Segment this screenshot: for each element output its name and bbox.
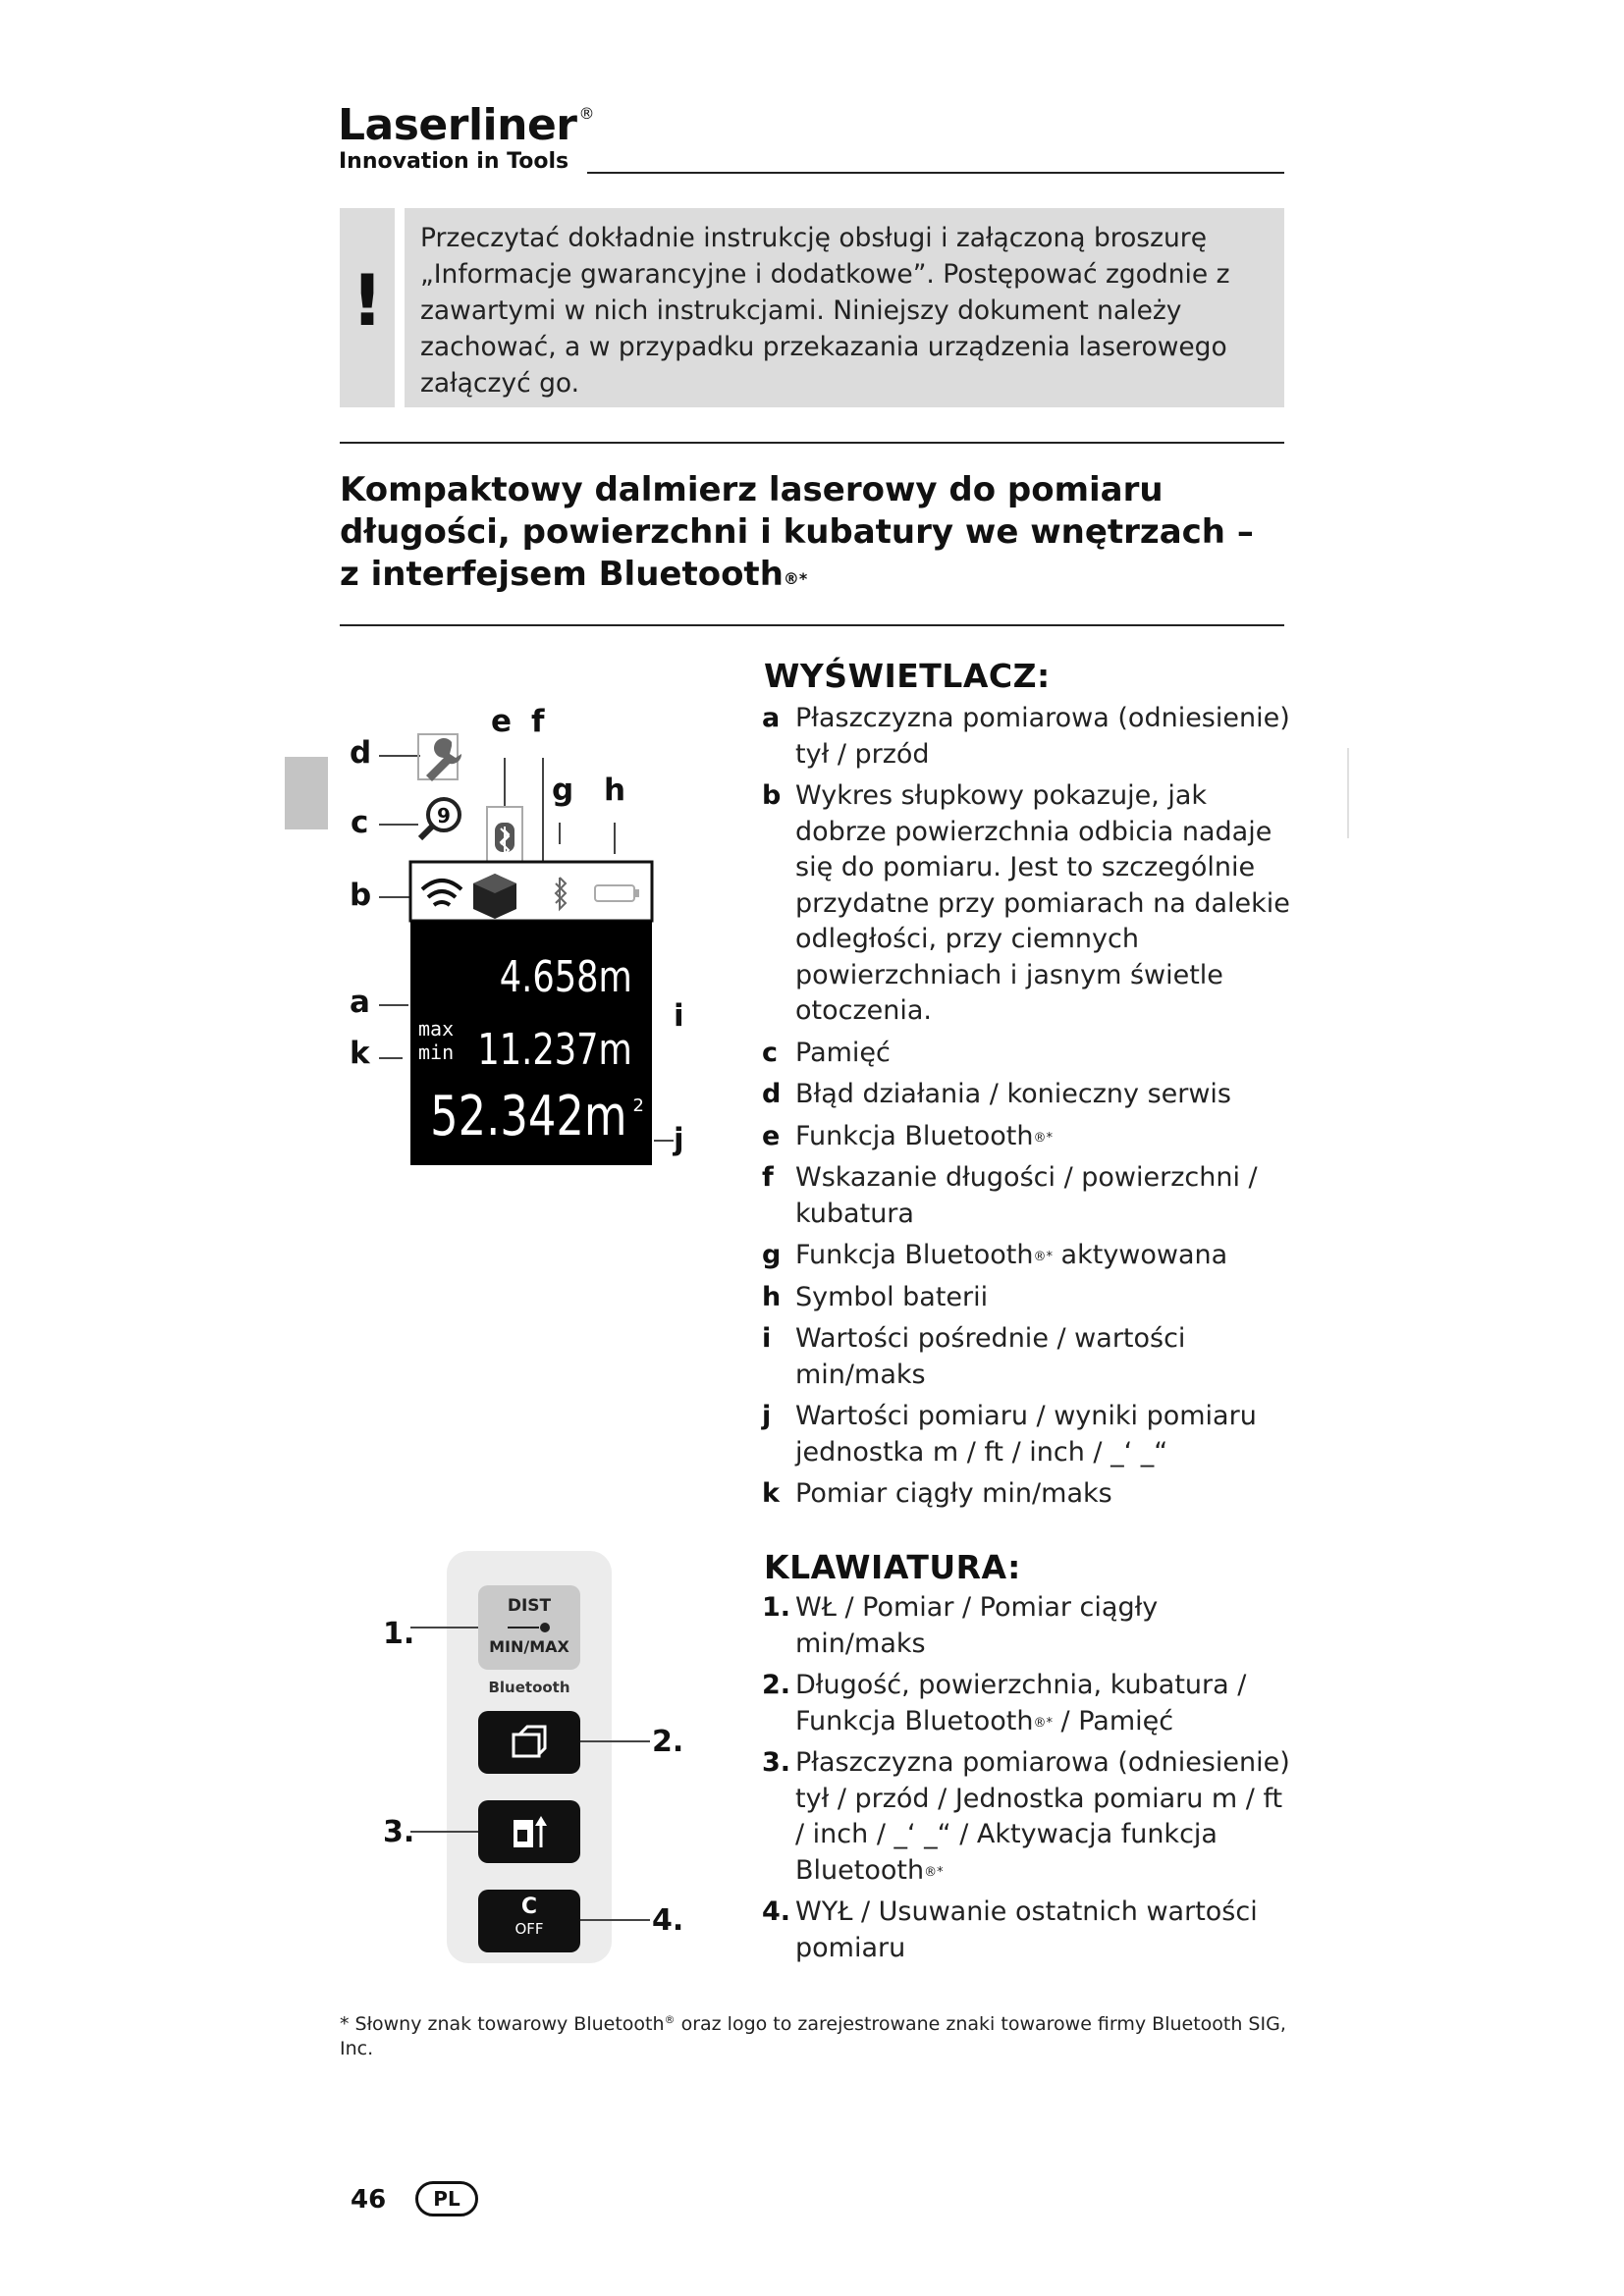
trademark-mark: ®* <box>924 1864 944 1880</box>
item-key: g <box>762 1240 782 1270</box>
memory-magnifier-icon <box>420 799 460 838</box>
bluetooth-key-label: Bluetooth <box>488 1679 570 1696</box>
item-text: Płaszczyzna pomiarowa (odniesienie) tył / przód <box>795 703 1290 770</box>
wrench-icon <box>426 738 461 781</box>
lcd-screen <box>410 921 652 1165</box>
list-item <box>762 701 1292 773</box>
list-item <box>762 1119 1292 1155</box>
memory-slot-number: 9 <box>437 804 451 828</box>
margin-mark <box>1347 748 1349 838</box>
clear-key-label: C <box>520 1895 538 1919</box>
trademark-mark: ®* <box>1033 1130 1053 1146</box>
list-item <box>762 1476 1292 1513</box>
lcd-minmax-value: 11.237m <box>477 1025 632 1075</box>
trademark-mark: ®* <box>1033 1715 1053 1731</box>
bluetooth-icon <box>495 823 514 854</box>
warning-text: Przeczytać dokładnie instrukcję obsługi i załączoną broszurę „Informacje gwarancyjne i dodatkowe”. Postępować zgodnie z zawartymi w nich instrukcjami. Niniejszy dokument należy zachować, a w przypadku przekazania urządzenia laserowego załączyć go. <box>420 223 1230 399</box>
list-item <box>762 1077 1292 1113</box>
display-heading: WYŚWIETLACZ: <box>764 657 1051 695</box>
trademark-footnote <box>340 2012 1302 2060</box>
item-key: 1. <box>762 1592 791 1623</box>
list-item <box>762 1668 1292 1739</box>
item-text: Wykres słupkowy pokazuje, jak dobrze powierzchnia odbicia nadaje się do pomiaru. Jest to szczególnie przydatne przy pomiarach na dalekie odległości, przy ciemnych powierzchniach i jasnym świetle otoczenia. <box>795 780 1290 1026</box>
lcd-result-exponent: 2 <box>632 1095 644 1116</box>
footnote-tail: oraz logo to zarejestrowane znaki towarowe firmy Bluetooth SIG, Inc. <box>340 2013 1286 2059</box>
brand-logo <box>338 100 594 150</box>
item-key: f <box>762 1162 774 1193</box>
lcd-max-label: max <box>418 1017 455 1041</box>
item-text: Wskazanie długości / powierzchni / kubatura <box>795 1162 1258 1229</box>
item-key: h <box>762 1281 782 1312</box>
keypad-callout-2: 2. <box>652 1725 684 1759</box>
callout-j: j <box>674 1122 684 1157</box>
page-number: 46 <box>351 2185 387 2215</box>
item-key: j <box>762 1401 772 1431</box>
minmax-key-label: MIN/MAX <box>489 1637 569 1656</box>
callout-b: b <box>350 878 372 913</box>
title-divider-bottom <box>340 624 1284 626</box>
item-text: Wartości pomiaru / wyniki pomiaru jednostka m / ft / inch / _‘ _“ <box>795 1401 1257 1468</box>
item-key: 4. <box>762 1896 791 1927</box>
list-item <box>762 1280 1292 1316</box>
keypad-callout-3: 3. <box>383 1815 415 1849</box>
item-text: Symbol baterii <box>795 1281 989 1312</box>
lcd-intermediate-value: 4.658m <box>499 952 632 1002</box>
callout-f: f <box>531 704 545 739</box>
callout-g: g <box>552 773 574 808</box>
item-text: Wartości pośrednie / wartości min/maks <box>795 1323 1186 1390</box>
item-text: Funkcja Bluetooth <box>795 1120 1034 1151</box>
off-key-label: OFF <box>514 1920 544 1938</box>
lcd-min-label: min <box>418 1041 455 1064</box>
item-text: Pamięć <box>795 1037 891 1068</box>
language-badge: PL <box>415 2181 478 2216</box>
item-key: 3. <box>762 1747 791 1778</box>
item-key: b <box>762 780 782 811</box>
exclamation-icon: ! <box>351 259 384 342</box>
list-item <box>762 1160 1292 1232</box>
dist-key-label: DIST <box>507 1596 552 1616</box>
list-item <box>762 1745 1292 1889</box>
trademark-mark: ®* <box>1033 1250 1053 1264</box>
callout-i: i <box>674 998 684 1034</box>
item-text: WYŁ / Usuwanie ostatnich wartości pomiaru <box>795 1896 1258 1963</box>
list-item <box>762 1590 1292 1662</box>
page-title-text: Kompaktowy dalmierz laserowy do pomiaru długości, powierzchni i kubatury we wnętrzach – z interfejsem Bluetooth <box>340 470 1254 594</box>
item-key: i <box>762 1323 772 1354</box>
callout-a: a <box>350 985 370 1020</box>
list-item <box>762 1238 1292 1274</box>
title-divider-top <box>340 442 1284 444</box>
footnote-mark: ® <box>664 2013 676 2026</box>
keypad-leader-lines <box>373 1571 687 1963</box>
item-text-tail: aktywowana <box>1052 1240 1228 1270</box>
keypad-callout-4: 4. <box>652 1903 684 1938</box>
callout-e: e <box>491 704 513 739</box>
list-item <box>762 778 1292 1030</box>
header-divider <box>587 172 1284 174</box>
item-text: Błąd działania / konieczny serwis <box>795 1079 1231 1109</box>
item-text-tail: / Pamięć <box>1052 1705 1174 1736</box>
page-title-mark: ®* <box>783 569 808 588</box>
lcd-result-value: 52.342m <box>429 1085 626 1148</box>
item-text: Funkcja Bluetooth <box>795 1240 1034 1270</box>
callout-d: d <box>350 735 372 771</box>
item-key: a <box>762 703 781 733</box>
item-key: c <box>762 1037 779 1068</box>
brand-tagline: Innovation in Tools <box>339 149 569 174</box>
display-legend-list <box>762 701 1292 1513</box>
keypad-heading: KLAWIATURA: <box>764 1548 1021 1586</box>
brand-name: Laserliner <box>338 100 577 150</box>
item-key: k <box>762 1478 780 1509</box>
callout-c: c <box>351 805 369 840</box>
item-text: Pomiar ciągły min/maks <box>795 1478 1112 1509</box>
page-title <box>340 469 1284 596</box>
item-text: Płaszczyzna pomiarowa (odniesienie) tył / przód / Jednostka pomiaru m / ft / inch / _‘ _“ / Aktywacja funkcja Bluetooth <box>795 1747 1290 1886</box>
item-key: 2. <box>762 1670 791 1700</box>
item-key: d <box>762 1079 782 1109</box>
list-item <box>762 1321 1292 1393</box>
item-text: Długość, powierzchnia, kubatura / Funkcja Bluetooth <box>795 1670 1247 1736</box>
side-tab-marker <box>285 757 328 829</box>
keypad-callout-1: 1. <box>383 1617 415 1651</box>
keypad-legend-list <box>762 1590 1292 1966</box>
callout-k: k <box>350 1036 370 1071</box>
list-item <box>762 1036 1292 1072</box>
footnote-lead: * Słowny znak towarowy Bluetooth <box>340 2013 665 2035</box>
list-item <box>762 1895 1292 1966</box>
list-item <box>762 1399 1292 1470</box>
item-key: e <box>762 1120 781 1151</box>
callout-h: h <box>604 773 626 808</box>
brand-mark: ® <box>578 104 594 123</box>
item-text: WŁ / Pomiar / Pomiar ciągły min/maks <box>795 1592 1159 1659</box>
